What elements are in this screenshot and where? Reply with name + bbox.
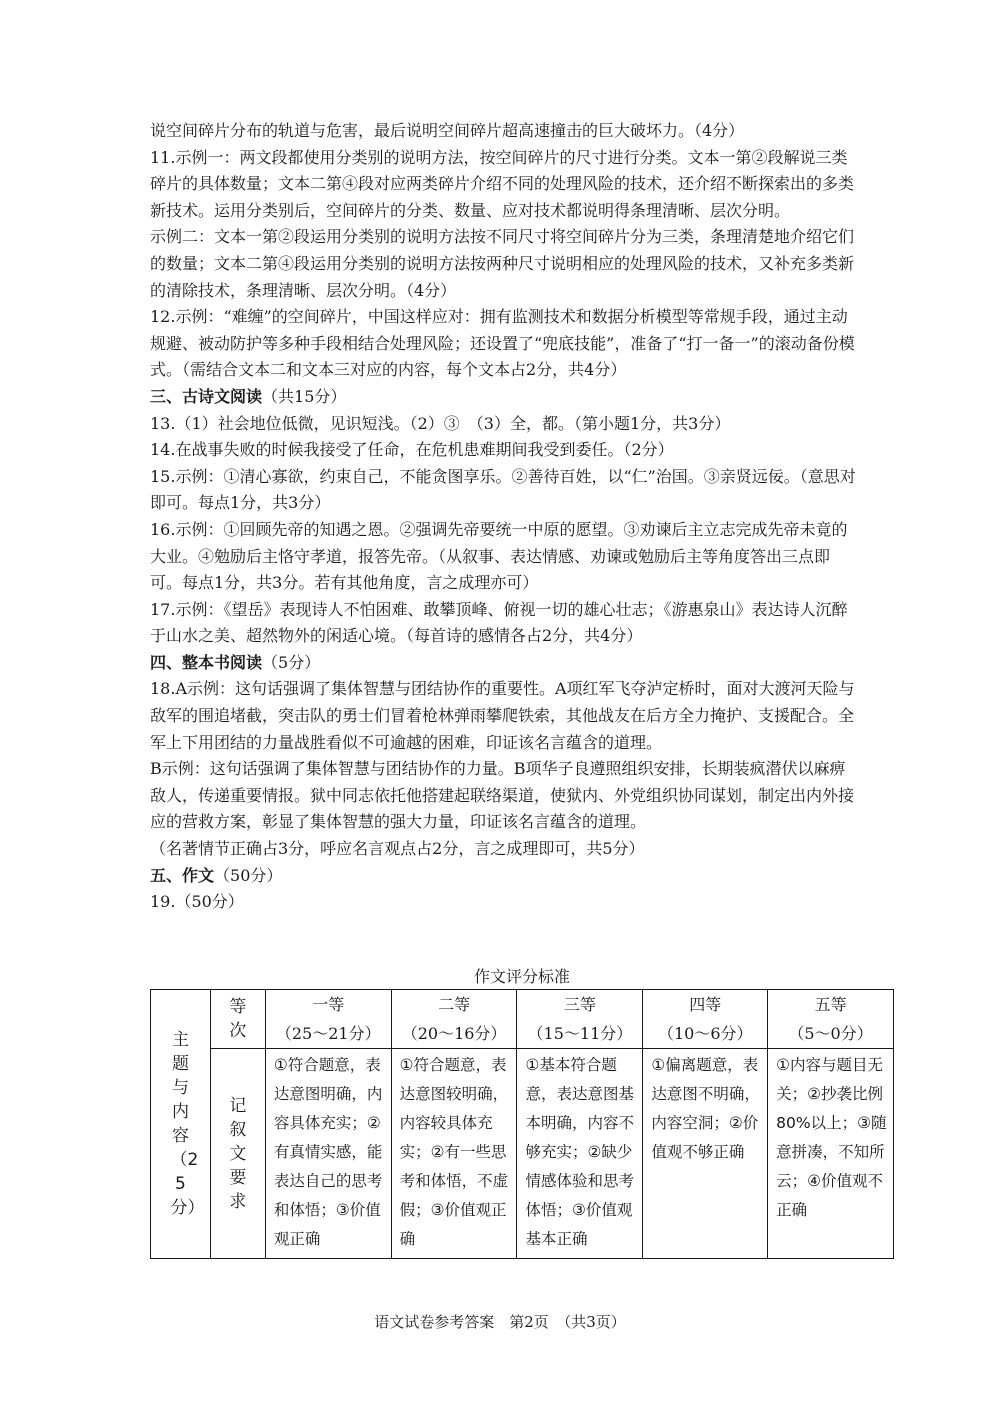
requirement-label: 记叙文要求	[229, 1095, 247, 1212]
rubric-table	[150, 989, 894, 1259]
grade-header-3	[517, 990, 643, 1049]
grade-header-2	[391, 990, 517, 1049]
grade-name: 三等	[563, 995, 596, 1014]
answer-line: 示例二：文本一第②段运用分类别的说明方法按不同尺寸将空间碎片分为三类，条理清楚地介绍它们的数量；文本二第④段运用分类别的说明方法按两种尺寸说明相应的处理风险的技术，又补充多类新的清除技术，条理清晰、层次分明。（4分）	[150, 227, 855, 300]
grade-name: 四等	[689, 995, 722, 1014]
grade-range: （10～6分）	[657, 1024, 753, 1043]
answer-line: 13.（1）社会地位低微，见识短浅。（2）③ （3）全，都。（第小题1分，共3分）	[150, 413, 731, 433]
answer-line: B示例：这句话强调了集体智慧与团结协作的力量。B项华子良遵照组织安排，长期装疯潜伏以麻痹敌人，传递重要情报。狱中同志依托他搭建起联络渠道，使狱内、外党组织协同谋划，制定出内外接应的营救方案，彰显了集体智慧的强大力量，印证该名言蕴含的道理。	[150, 759, 855, 832]
grade-header: 等次	[229, 997, 247, 1041]
grade-header-5	[768, 990, 894, 1049]
section-title: 三、古诗文阅读	[150, 386, 263, 406]
grade-header-4	[643, 990, 768, 1049]
answer-line: （名著情节正确占3分，呼应名言观点占2分，言之成理即可，共5分）	[150, 839, 645, 859]
rubric-category-cell	[151, 990, 211, 1259]
grade-name: 一等	[312, 995, 345, 1014]
grade-header-cell	[210, 990, 265, 1049]
answer-line: 12.示例：“难缠”的空间碎片，中国这样应对：拥有监测技术和数据分析模型等常规手段，通过主动规避、被动防护等多种手段相结合处理风险；还设置了“兜底技能”，准备了“打一备一”的滚动备份模式。（需结合文本二和文本三对应的内容，每个文本占2分，共4分）	[150, 307, 855, 380]
grade-desc-4: ①偏离题意，表达意图不明确，内容空洞；②价值观不够正确	[643, 1049, 768, 1259]
answer-line: 11.示例一：两文段都使用分类别的说明方法，按空间碎片的尺寸进行分类。文本一第②段解说三类碎片的具体数量；文本二第④段对应两类碎片介绍不同的处理风险的技术，还介绍不断探索出的多类新技术。运用分类别后，空间碎片的分类、数量、应对技术都说明得条理清晰、层次分明。	[150, 147, 855, 220]
grade-range: （25～21分）	[275, 1024, 381, 1043]
grade-desc-2: ①符合题意，表达意图较明确，内容较具体充实；②有一些思考和体悟，不虚假；③价值观正确	[391, 1049, 517, 1259]
section-title: 五、作文	[150, 865, 215, 885]
section-score: （5分）	[262, 652, 321, 672]
section-heading-essay	[150, 863, 856, 890]
answer-line: 17.示例：《望岳》表现诗人不怕困难、敢攀顶峰、俯视一切的雄心壮志；《游惠泉山》表达诗人沉醉于山水之美、超然物外的闲适心境。（每首诗的感情各占2分，共4分）	[150, 599, 848, 646]
answer-line: 18.A示例：这句话强调了集体智慧与团结协作的重要性。A项红军飞夺泸定桥时，面对大渡河天险与敌军的围追堵截，突击队的勇士们冒着枪林弹雨攀爬铁索，其他战友在后方全力掩护、支援配合。全军上下用团结的力量战胜看似不可逾越的困难，印证该名言蕴含的道理。	[150, 679, 855, 752]
grade-header-1	[265, 990, 391, 1049]
answer-body	[150, 118, 856, 916]
section-score: （50分）	[214, 865, 283, 885]
answer-line: 15.示例：①清心寡欲，约束自己，不能贪图享乐。②善待百姓，以“仁”治国。③亲贤远佞。（意思对即可。每点1分，共3分）	[150, 466, 856, 513]
answer-line: 14.在战事失败的时候我接受了任命，在危机患难期间我受到委任。（2分）	[150, 440, 674, 460]
answer-line: 说空间碎片分布的轨道与危害，最后说明空间碎片超高速撞击的巨大破坏力。（4分）	[150, 121, 745, 140]
section-score: （共15分）	[262, 386, 347, 406]
grade-range: （15～11分）	[527, 1024, 633, 1043]
grade-desc-5: ①内容与题目无关；②抄袭比例80%以上；③随意拼凑，不知所云；④价值观不正确	[768, 1049, 894, 1259]
grade-range: （5～0分）	[788, 1024, 873, 1043]
grade-name: 五等	[814, 995, 847, 1014]
grade-range: （20～16分）	[401, 1024, 507, 1043]
section-heading-classical	[150, 384, 856, 411]
grade-name: 二等	[438, 995, 471, 1014]
page-footer: 语文试卷参考答案 第2页 （共3页）	[374, 1313, 626, 1331]
requirement-cell	[210, 1049, 265, 1259]
answer-line: 16.示例：①回顾先帝的知遇之恩。②强调先帝要统一中原的愿望。③劝谏后主立志完成先帝未竟的大业。④勉励后主恪守孝道，报答先帝。（从叙事、表达情感、劝谏或勉励后主等角度答出三点即可。每点1分，共3分。若有其他角度，言之成理亦可）	[150, 519, 848, 593]
table-title: 作文评分标准	[473, 967, 570, 986]
section-title: 四、整本书阅读	[150, 652, 263, 672]
rubric-category: 主题与内容（25分）	[170, 1030, 205, 1218]
grade-desc-1: ①符合题意，表达意图明确，内容具体充实；②有真情实感，能表达自己的思考和体悟；③价值观正确	[265, 1049, 391, 1259]
grade-desc-3: ①基本符合题意，表达意图基本明确，内容不够充实；②缺少情感体验和思考体悟；③价值观基本正确	[517, 1049, 643, 1259]
section-heading-book	[150, 650, 856, 677]
question-19: 19.（50分）	[150, 892, 244, 912]
